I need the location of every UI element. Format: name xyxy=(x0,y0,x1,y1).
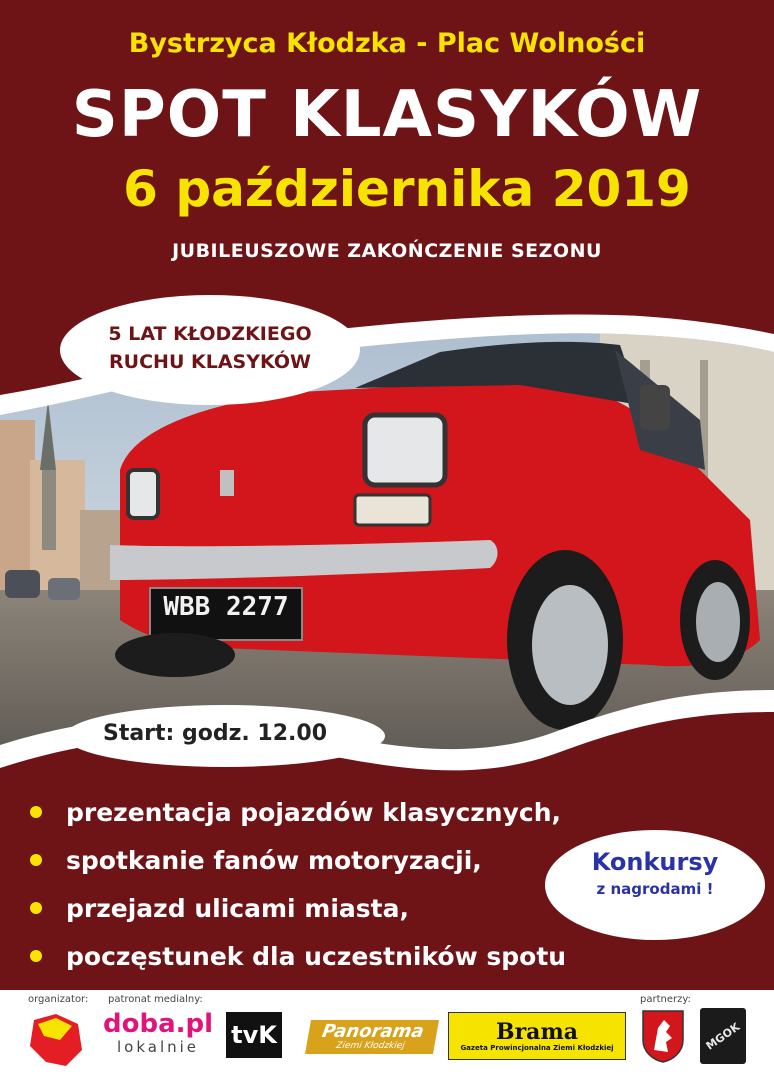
license-plate: WBB 2277 xyxy=(163,592,289,622)
doba-logo-subtext: lokalnie xyxy=(116,1038,200,1056)
doba-logo-text: doba.pl xyxy=(102,1009,214,1039)
mgok-logo-text: MGOK xyxy=(703,1019,743,1053)
city-crest-logo xyxy=(640,1008,686,1064)
feature-list xyxy=(30,788,590,980)
panorama-logo-text: Panorama xyxy=(320,1021,426,1042)
bullet-icon xyxy=(30,806,42,818)
tvk-logo xyxy=(226,1012,282,1058)
contest-title: Konkursy xyxy=(591,848,719,876)
feature-text: spotkanie fanów motoryzacji, xyxy=(66,845,482,875)
bullet-icon xyxy=(30,902,42,914)
bullet-icon xyxy=(30,950,42,962)
brama-logo-text: Brama xyxy=(496,1019,578,1045)
mgok-logo xyxy=(700,1008,746,1064)
panorama-logo xyxy=(305,1020,439,1054)
anniversary-line-2: RUCHU KLASYKÓW xyxy=(109,351,311,373)
anniversary-text xyxy=(60,320,360,376)
list-item xyxy=(30,788,590,836)
tvk-logo-text: tvK xyxy=(231,1021,277,1049)
start-time: Start: godz. 12.00 xyxy=(102,721,328,746)
brama-logo xyxy=(448,1012,626,1060)
contest-subtitle: z nagrodami ! xyxy=(596,880,714,898)
partners-label: partnerzy: xyxy=(640,994,691,1005)
event-subtitle: JUBILEUSZOWE ZAKOŃCZENIE SEZONU xyxy=(172,240,602,262)
panorama-logo-subtext: Ziemi Kłodzkiej xyxy=(335,1041,406,1051)
feature-text: przejazd ulicami miasta, xyxy=(66,893,409,923)
bullet-icon xyxy=(30,854,42,866)
organizer-logo xyxy=(26,1010,86,1070)
event-date: 6 października 2019 xyxy=(123,160,691,218)
event-location: Bystrzyca Kłodzka - Plac Wolności xyxy=(128,28,646,59)
feature-text: poczęstunek dla uczestników spotu xyxy=(66,941,567,971)
list-item xyxy=(30,932,590,980)
event-title: SPOT KLASYKÓW xyxy=(71,78,703,152)
list-item xyxy=(30,836,590,884)
organizer-label: organizator: xyxy=(28,994,89,1005)
anniversary-line-1: 5 LAT KŁODZKIEGO xyxy=(108,323,312,345)
list-item xyxy=(30,884,590,932)
feature-text: prezentacja pojazdów klasycznych, xyxy=(66,797,562,827)
brama-logo-subtext: Gazeta Prowincjonalna Ziemi Kłodzkiej xyxy=(460,1044,614,1052)
sponsor-footer xyxy=(0,990,774,1080)
doba-logo xyxy=(102,1008,214,1058)
media-label: patronat medialny: xyxy=(108,994,203,1005)
